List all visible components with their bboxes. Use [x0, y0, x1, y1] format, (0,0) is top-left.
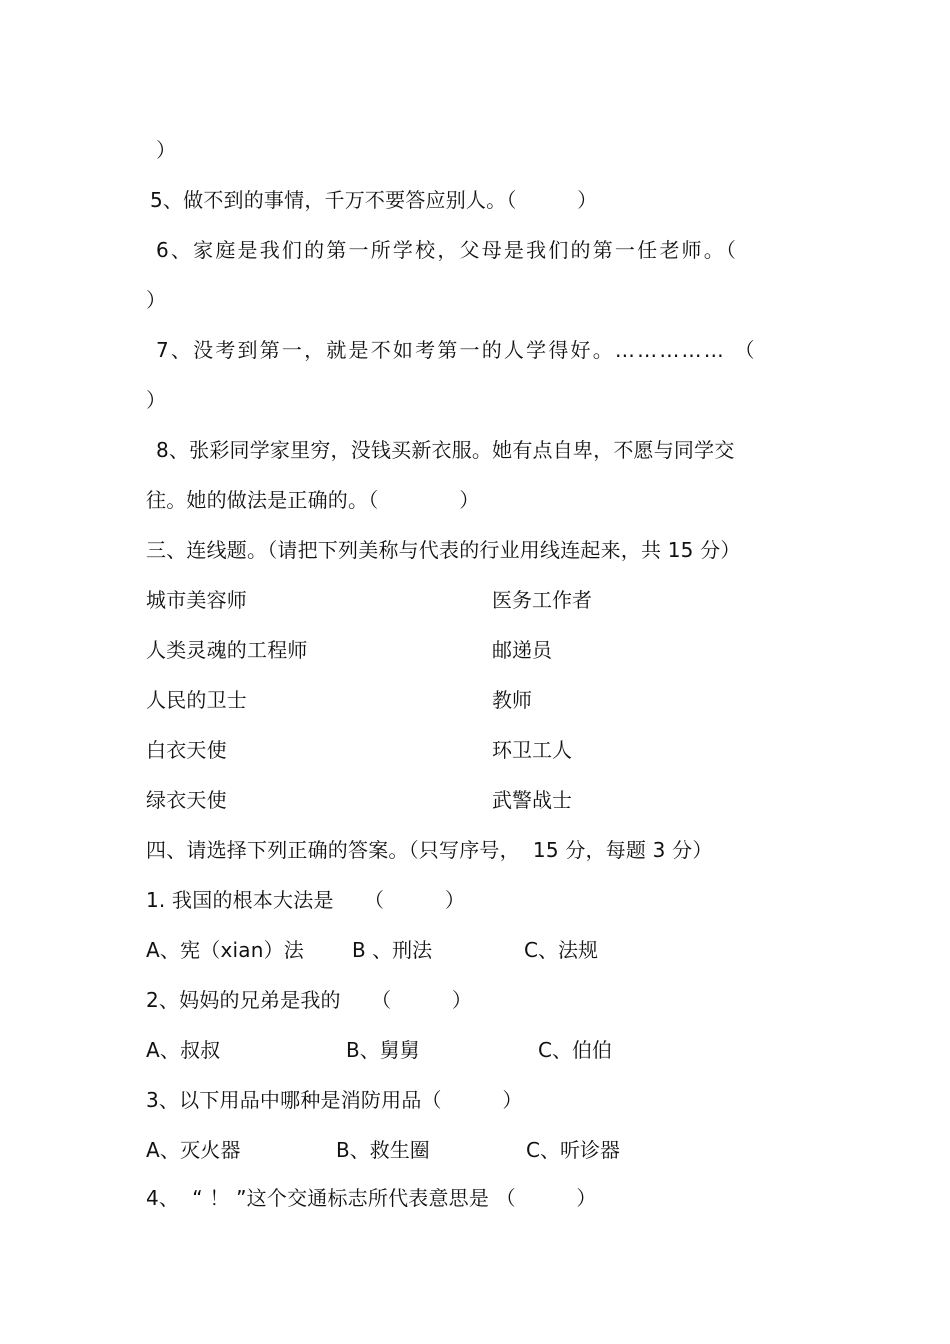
match-right-4: 环卫工人	[492, 738, 572, 762]
mc-question-3-option-a: A、灭火器	[146, 1138, 241, 1162]
mc-question-1-option-c: C、法规	[524, 938, 598, 962]
match-right-1: 医务工作者	[492, 588, 592, 612]
mc-question-1: 1. 我国的根本大法是 （ ）	[146, 888, 466, 912]
match-left-2: 人类灵魂的工程师	[146, 638, 308, 662]
section-3-title: 三、连线题。（请把下列美称与代表的行业用线连起来，共 15 分）	[146, 538, 741, 562]
mc-question-2-option-a: A、叔叔	[146, 1038, 221, 1062]
match-left-4: 白衣天使	[146, 738, 227, 762]
mc-question-3-option-c: C、听诊器	[526, 1138, 620, 1162]
question-8-continued: 往。她的做法是正确的。（ ）	[146, 488, 480, 512]
mc-question-3: 3、以下用品中哪种是消防用品（ ）	[146, 1088, 523, 1112]
match-left-3: 人民的卫士	[146, 688, 247, 712]
question-5: 5、做不到的事情，千万不要答应别人。（ ）	[150, 188, 598, 212]
mc-question-4: 4、 “ ！ ”这个交通标志所代表意思是 （ ）	[146, 1186, 597, 1210]
question-7-closing: ）	[146, 388, 167, 412]
mc-question-1-option-a: A、宪（xian）法	[146, 938, 305, 962]
question-7: 7、没考到第一，就是不如考第一的人学得好。…………… （	[156, 338, 757, 362]
match-right-2: 邮递员	[492, 638, 552, 662]
match-right-5: 武警战士	[492, 788, 572, 812]
match-left-1: 城市美容师	[146, 588, 247, 612]
question-6-closing: ）	[146, 288, 167, 312]
mc-question-3-option-b: B、救生圈	[336, 1138, 430, 1162]
section-4-title: 四、请选择下列正确的答案。（只写序号， 15 分，每题 3 分）	[146, 838, 713, 862]
mc-question-1-option-b: B 、刑法	[352, 938, 433, 962]
mc-question-2-option-b: B、舅舅	[346, 1038, 420, 1062]
mc-question-2: 2、妈妈的兄弟是我的 （ ）	[146, 988, 473, 1012]
question-6: 6、家庭是我们的第一所学校，父母是我们的第一任老师。（	[156, 238, 739, 262]
match-right-3: 教师	[492, 688, 532, 712]
prev-question-closing-paren: ）	[156, 138, 177, 162]
match-left-5: 绿衣天使	[146, 788, 227, 812]
mc-question-2-option-c: C、伯伯	[538, 1038, 612, 1062]
question-8: 8、张彩同学家里穷，没钱买新衣服。她有点自卑，不愿与同学交	[156, 438, 735, 462]
